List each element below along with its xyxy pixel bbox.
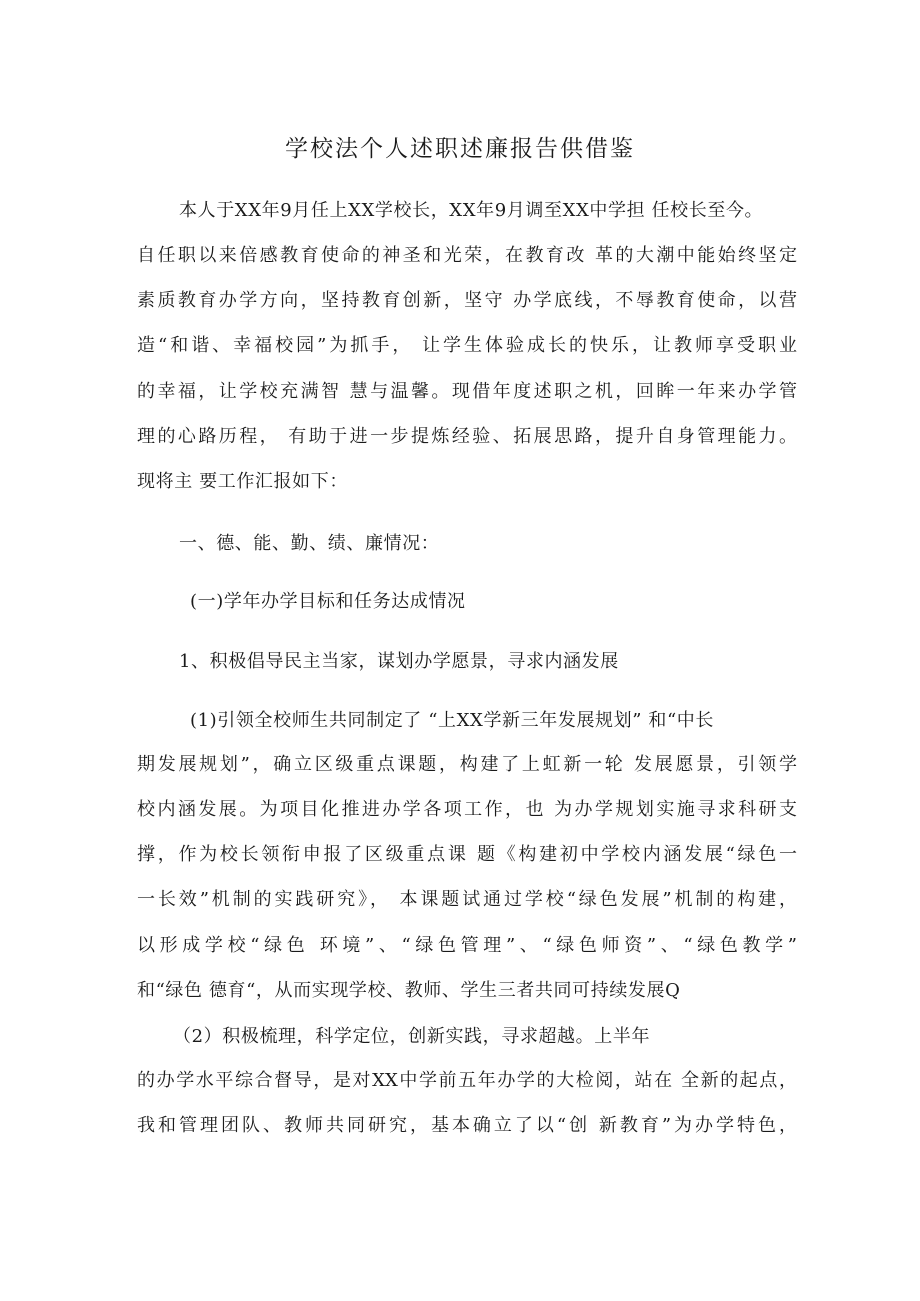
body-line: 本人于XX年9月任上XX学校长，XX年9月调至XX中学担 任校长至今。: [179, 200, 764, 221]
body-line: 造“和谐、幸福校园”为抓手， 让学生体验成长的快乐，让教师享受职业: [137, 335, 797, 356]
body-line: 素质教育办学方向，坚持教育创新，坚守 办学底线，不辱教育使命，以营: [137, 290, 797, 311]
item-heading: 1、积极倡导民主当家，谋划办学愿景，寻求内涵发展: [179, 651, 619, 672]
body-line: 一长效”机制的实践研究》， 本课题试通过学校“绿色发展”机制的构建，: [137, 889, 797, 910]
subsection-heading: (一)学年办学目标和任务达成情况: [190, 591, 466, 612]
body-line: (1)引领全校师生共同制定了 “上XX学新三年发展规划” 和“中长: [190, 710, 714, 731]
body-line: 撑，作为校长领衔申报了区级重点课 题《构建初中学校内涵发展“绿色一: [137, 844, 797, 865]
body-line: 以形成学校“绿色 环境”、“绿色管理”、“绿色师资”、“绿色教学”: [137, 935, 797, 956]
body-line: 校内涵发展。为项目化推进办学各项工作，也 为办学规划实施寻求科研支: [137, 799, 797, 820]
body-line: （2）积极梳理，科学定位，创新实践，寻求超越。上半年: [173, 1026, 651, 1047]
body-line: 我和管理团队、教师共同研究，基本确立了以“创 新教育”为办学特色，: [137, 1115, 797, 1136]
body-line: 理的心路历程， 有助于进一步提炼经验、拓展思路，提升自身管理能力。: [137, 426, 797, 447]
body-line: 现将主 要工作汇报如下：: [137, 471, 348, 492]
body-line: 的办学水平综合督导，是对XX中学前五年办学的大检阅，站在 全新的起点，: [137, 1070, 797, 1091]
document-title: 学校法个人述职述廉报告供借鉴: [285, 136, 635, 162]
section-heading: 一、德、能、勤、绩、廉情况：: [179, 533, 440, 554]
body-line: 和“绿色 德育“，从而实现学校、教师、学生三者共同可持续发展Q: [137, 980, 681, 1001]
body-line: 期发展规划”，确立区级重点课题，构建了上虹新一轮 发展愿景，引领学: [137, 754, 797, 775]
body-line: 的幸福，让学校充满智 慧与温馨。现借年度述职之机，回眸一年来办学管: [137, 381, 797, 402]
body-line: 自任职以来倍感教育使命的神圣和光荣，在教育改 革的大潮中能始终坚定: [137, 245, 797, 266]
